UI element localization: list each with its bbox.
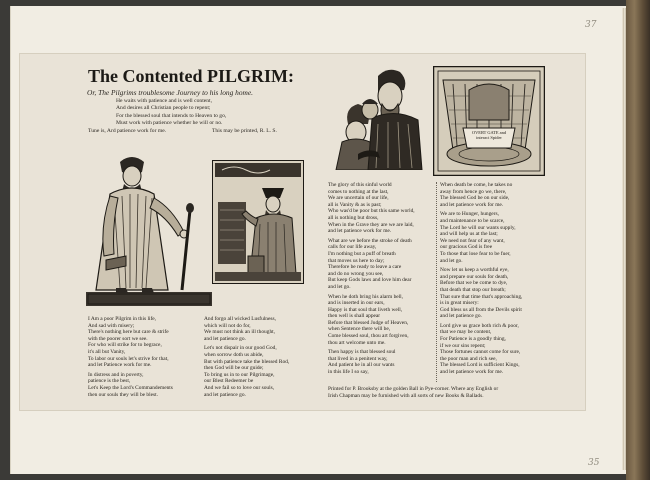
- stanza: [204, 316, 316, 342]
- woodcut-group-figures: [328, 66, 424, 170]
- woodcut-seated-scholar: [212, 160, 304, 284]
- verse-line: The blessed Lord is sufficient Kings,: [440, 362, 520, 369]
- verse-line: then God will be our guide;: [204, 365, 264, 372]
- verse-line: that death that stop our breath;: [440, 286, 506, 293]
- verse-line: and prepare our souls for death,: [440, 273, 509, 280]
- verse-line: and maintenance to be scarce,: [440, 217, 505, 224]
- imprint-line: Irish Chapman may be furnished with all sorts of new Books & Ballads.: [328, 392, 484, 399]
- verse-column-left-2: [204, 316, 316, 401]
- verse-line: And forgo all wicked Lusfulness,: [204, 316, 276, 322]
- verse-line: When he doth bring his alarm bell,: [328, 293, 404, 300]
- verse-line: Those fortunes cannot come for sure,: [440, 349, 521, 356]
- verse-line: is in great misery:: [440, 300, 479, 307]
- stanza: [440, 182, 555, 208]
- broadside-tagline: [116, 98, 336, 128]
- verse-column-right-2: [440, 182, 555, 379]
- verse-line: comes to nothing at the last,: [328, 188, 389, 195]
- verse-line: and let patience go.: [440, 313, 482, 320]
- verse-line: But keep Gods laws and love him dear: [328, 277, 412, 284]
- verse-line: and let patience work for me.: [440, 369, 504, 376]
- verse-line: and do no wrong you see,: [328, 270, 384, 277]
- verse-line: In distress and in poverty,: [88, 371, 144, 378]
- imprint: [328, 386, 568, 400]
- tagline-line: For the blessed soul that intends to Heaven to go,: [116, 112, 227, 119]
- woodcut-banner-text: OVERT GATE and interact Spider: [471, 130, 507, 141]
- verse-line: when Sentence there will be,: [328, 326, 391, 333]
- verse-line: if we our sins repent;: [440, 342, 486, 349]
- stanza: [328, 182, 434, 235]
- verse-line: that lived in a penitent way,: [328, 355, 388, 362]
- verse-line: For who will strike for to begrace,: [88, 342, 162, 349]
- verse-line: I'm nothing but a puff of breath: [328, 250, 396, 257]
- verse-line: Who was'd be poor but this same world,: [328, 208, 415, 215]
- stanza: [328, 349, 434, 375]
- folio-number-top: 37: [585, 20, 597, 30]
- verse-line: that moves us here to day;: [328, 257, 385, 264]
- tagline-line: And desires all Christian people to repent;: [116, 105, 211, 112]
- stanza: [440, 323, 555, 376]
- tagline-line: Must work with patience whether he will or no.: [116, 120, 223, 127]
- verse-line: I Am a poor Pilgrim in this life,: [88, 316, 156, 322]
- verse-line: when sorrow doth us abide,: [204, 351, 264, 358]
- verse-line: it's all but Vanity,: [88, 348, 126, 355]
- tagline-line: He waits with patience and is well content,: [116, 98, 212, 104]
- imprint-line: Printed for P. Brooksby at the golden Ball in Pye-corner. Where any English or: [328, 386, 499, 392]
- verse-line: When death be come, he takes no: [440, 182, 513, 188]
- licence-line: This may be printed, R. L. S.: [212, 128, 277, 134]
- verse-line: and let patience work for me.: [328, 228, 392, 235]
- verse-line: There's nothing here but care & strife: [88, 329, 169, 336]
- verse-line: We are uncertain of our life,: [328, 195, 389, 202]
- verse-column-right-1: [328, 182, 434, 379]
- verse-line: The glory of this sinful world: [328, 182, 392, 188]
- stanza: [88, 316, 200, 369]
- verse-line: the poor man and rich see,: [440, 355, 497, 362]
- verse-line: To labor our souls let's strive for that,: [88, 355, 169, 362]
- verse-line: What are we before the stroke of death: [328, 237, 412, 244]
- verse-line: Now let us keep a worthful eye,: [440, 267, 509, 274]
- verse-line: away from hence go we, there,: [440, 188, 507, 195]
- verse-line: Before that we be come to dye,: [440, 280, 508, 287]
- broadside-subtitle: Or, The Pilgrims troublesome Journey to his long home.: [87, 88, 254, 97]
- verse-line: and let patience go.: [204, 335, 246, 342]
- verse-line: with the poorer sort we see.: [88, 335, 148, 342]
- stanza: [204, 345, 316, 398]
- verse-line: Lord give us grace both rich & poor,: [440, 322, 519, 329]
- verse-line: Then happy is that blessed soul: [328, 349, 396, 356]
- woodcut-pilgrim: [86, 140, 212, 308]
- verse-line: then well is shall appear: [328, 313, 381, 320]
- woodcut-architectural-scene: [433, 66, 545, 176]
- verse-line: all is nothing but dross,: [328, 214, 379, 221]
- verse-line: For Patience is a goodly thing,: [440, 336, 506, 343]
- verse-line: God bless us all from the Devils spirit: [440, 306, 522, 313]
- verse-line: And we fail so to love our souls,: [204, 384, 275, 391]
- folio-number-bottom: 35: [588, 458, 600, 468]
- verse-line: Before that blessed Judge of Heaven,: [328, 319, 409, 326]
- stanza: [440, 267, 555, 320]
- stanza: [440, 211, 555, 264]
- verse-line: The Lord he will our wants supply,: [440, 224, 516, 231]
- verse-line: Let's Keep the Lord's Commandements: [88, 384, 173, 391]
- verse-line: To bring us in to our Pilgrimage,: [204, 371, 275, 378]
- broadside-title: The Contented PILGRIM:: [88, 66, 294, 86]
- verse-line: and let go.: [440, 257, 463, 264]
- stanza: [328, 238, 434, 291]
- verse-line: that we may be content,: [440, 329, 492, 336]
- verse-line: and will help us at the last;: [440, 231, 498, 238]
- broadside-sheet: [20, 54, 585, 410]
- verse-line: And patient he in all our wants: [328, 362, 395, 369]
- ornamental-column-rule: [436, 182, 437, 382]
- verse-line: thou art welcome unto me.: [328, 339, 386, 346]
- verse-line: We need not fear of any want,: [440, 237, 505, 244]
- verse-line: The blessed God be on our side,: [440, 195, 510, 202]
- verse-line: and let go.: [328, 283, 351, 290]
- verse-line: our gracious God is free: [440, 244, 493, 251]
- stanza: [328, 294, 434, 347]
- verse-line: But with patience take the blessed Rod,: [204, 358, 290, 365]
- verse-line: all is Vanity & as is past;: [328, 201, 382, 208]
- verse-line: then our souls they will be blest.: [88, 391, 158, 398]
- verse-line: and let patience work for me.: [440, 201, 504, 208]
- verse-line: and let patience go.: [204, 391, 246, 398]
- verse-line: and let Patience work for me.: [88, 362, 152, 369]
- verse-line: We must not think an ill thought,: [204, 329, 275, 336]
- verse-line: When in the Grave they are we are laid,: [328, 221, 414, 228]
- verse-line: calls for our life away,: [328, 244, 377, 251]
- verse-line: That sure that time that's approaching,: [440, 293, 523, 300]
- verse-line: We are to Hunger, hungers,: [440, 211, 499, 218]
- verse-line: Let's not dispair in our good God,: [204, 345, 277, 352]
- tune-line: Tune is, Ard patience work for me.: [88, 128, 167, 134]
- verse-line: patience is the best,: [88, 378, 131, 385]
- verse-line: which will not do for,: [204, 322, 251, 329]
- verse-line: And sad with misery;: [88, 322, 135, 329]
- stanza: [88, 372, 200, 398]
- verse-line: and is inserted in our ears,: [328, 300, 385, 307]
- verse-line: Happy is that soul that liveth well,: [328, 306, 403, 313]
- verse-line: in this life I so say,: [328, 369, 369, 376]
- album-spine: [626, 0, 650, 480]
- verse-line: To those that lose fear to be fuer,: [440, 250, 511, 257]
- verse-line: Therefore be ready to leave a care: [328, 264, 402, 271]
- verse-line: Come blessed soul, thou art forgiven,: [328, 333, 409, 340]
- verse-line: our Blest Redeemer be: [204, 378, 254, 385]
- verse-column-left-1: [88, 316, 200, 401]
